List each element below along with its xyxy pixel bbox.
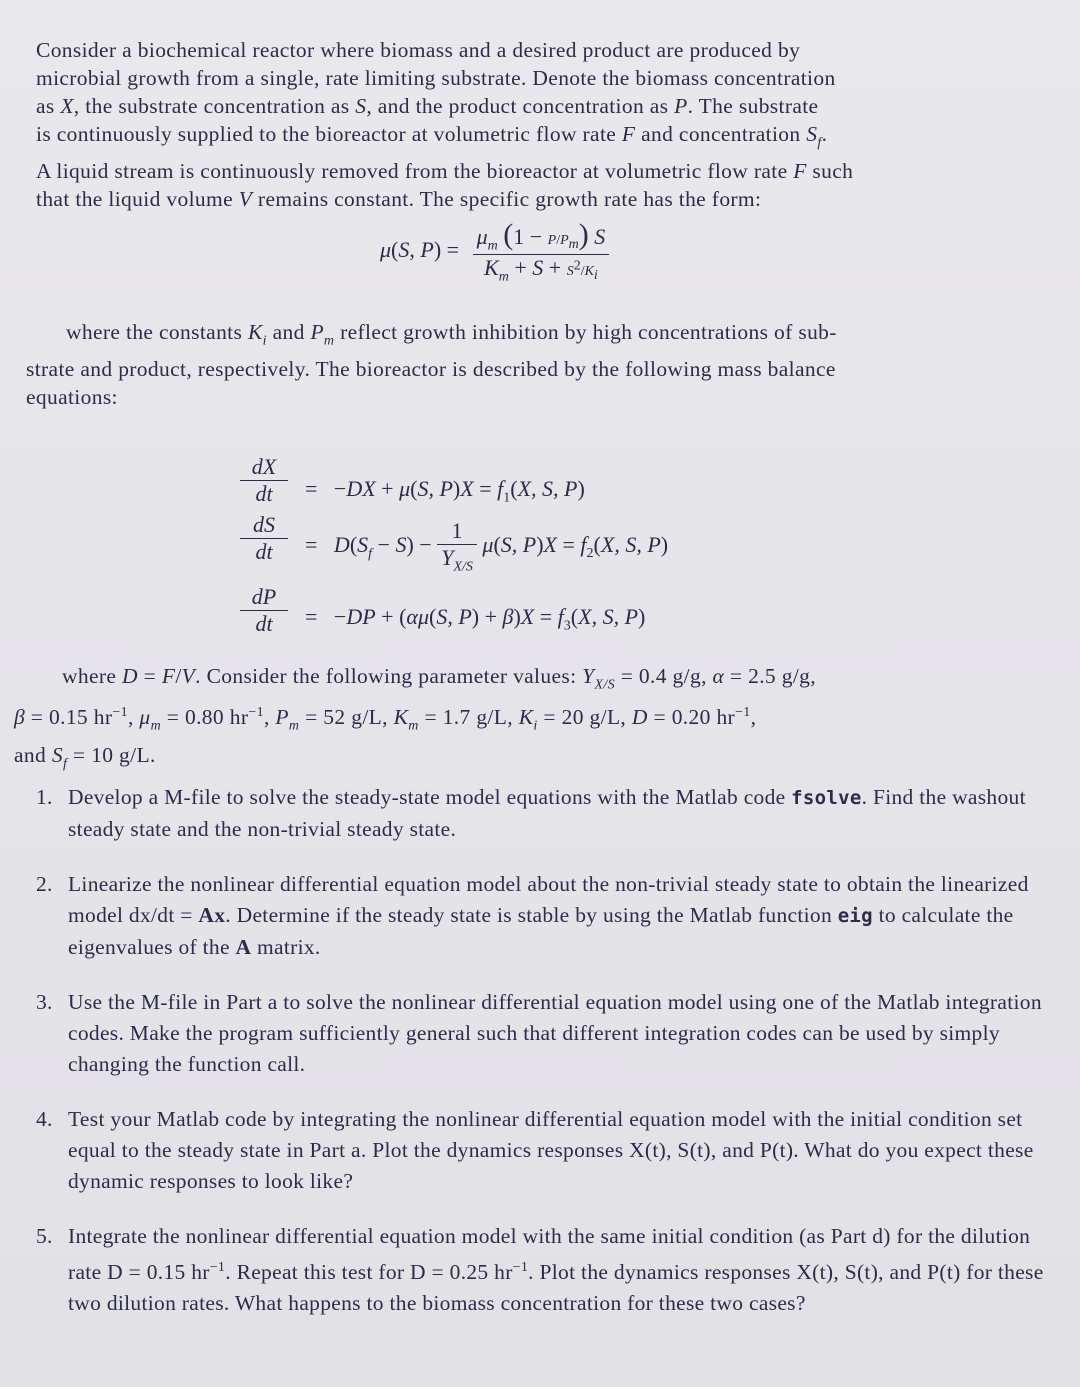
task-list — [36, 782, 1046, 1343]
list-item: 4. Test your Matlab code by integrating the nonlinear differential equation model with the initial condition set equal to the steady state in Part a. Plot the dynamics responses X(t), S(t), and P(t). What do you expect these dynamic responses to look like? — [36, 1107, 1034, 1193]
explain-paragraph: where the constants $K_i$ and $P_m$ reflect growth inhibition by high concentrations of sub- strate and product, respectively. The bioreactor is described by the following mass balance equations: — [26, 320, 837, 410]
ds-dt: dS dt — [240, 512, 288, 565]
growth-rate-equation: μ(S, P) = $\frac{\mu_m (1 - P/P_m) S}{K_m + S + S^2/K_i}$ — [380, 218, 609, 286]
intro-paragraph: Consider a biochemical reactor where biomass and a desired product are produced by microbial growth from a single, rate limiting substrate. Denote the biomass concentration as X, the substrate concentration as S, and the product concentration as P. The substrate is continuously supplied to the bioreactor at volumetric flow rate F and concentration $S_f$. A liquid stream is continuously removed from the bioreactor at volumetric flow rate F such that the liquid volume V remains constant. The specific growth rate has the form: — [36, 38, 854, 212]
eq-product: = −DP + (αμ(S, $P) + \beta)X = f_3(X$, S, P) — [305, 604, 646, 634]
dp-dt: dP dt — [240, 584, 288, 637]
dx-dt: dX dt — [240, 454, 288, 507]
list-item: 2. Linearize the nonlinear differential equation model about the non-trivial steady state to obtain the linearized model dx/dt = Ax. Determine if the steady state is stable by using the Matlab function eig to calculate the eigenvalues of the A matrix. — [36, 872, 1029, 959]
parameter-paragraph: where D = F/V. Consider the following parameter values: $Y_{X/S} = 0.4$ g/g, α = 2.5 g/g, β = 0.15 $hr^{-1}$, $\mu_m = 0.80$ $hr^{-1}$, $P_m = 52$ g/L, $K_m = 1.7$ g/L, $K_i = 20$ g/L, D = 0.20 $hr^{-1}$, and $S_f = 10$ g/L. — [14, 664, 817, 772]
eq-biomass: = −DX + μ(S, $P)X = f_1(X$, S, P) — [305, 476, 585, 506]
list-item: 5. Integrate the nonlinear differential equation model with the same initial condition (as Part d) for the dilution rate D = 0.15 $hr^{-1}$. Repeat this test for D = 0.25 $hr^{-1}$. Plot the dynamics responses X(t), S(t), and P(t) for these two dilution rates. What happens to the biomass concentration for these two cases? — [36, 1224, 1044, 1316]
list-item: 1. Develop a M-file to solve the steady-state model equations with the Matlab code fsolve. Find the washout steady state and the non-trivial steady state. — [36, 785, 1026, 841]
list-item: 3. Use the M-file in Part a to solve the nonlinear differential equation model using one of the Matlab integration codes. Make the program sufficiently general such that different integration codes can be used by simply changing the function call. — [36, 990, 1042, 1076]
eq-substrate: = $D(S_f - S)$ − $\frac{1}{Y_{X/S}}$ μ(S, $P)X = f_2(X$, S, P) — [305, 518, 669, 575]
